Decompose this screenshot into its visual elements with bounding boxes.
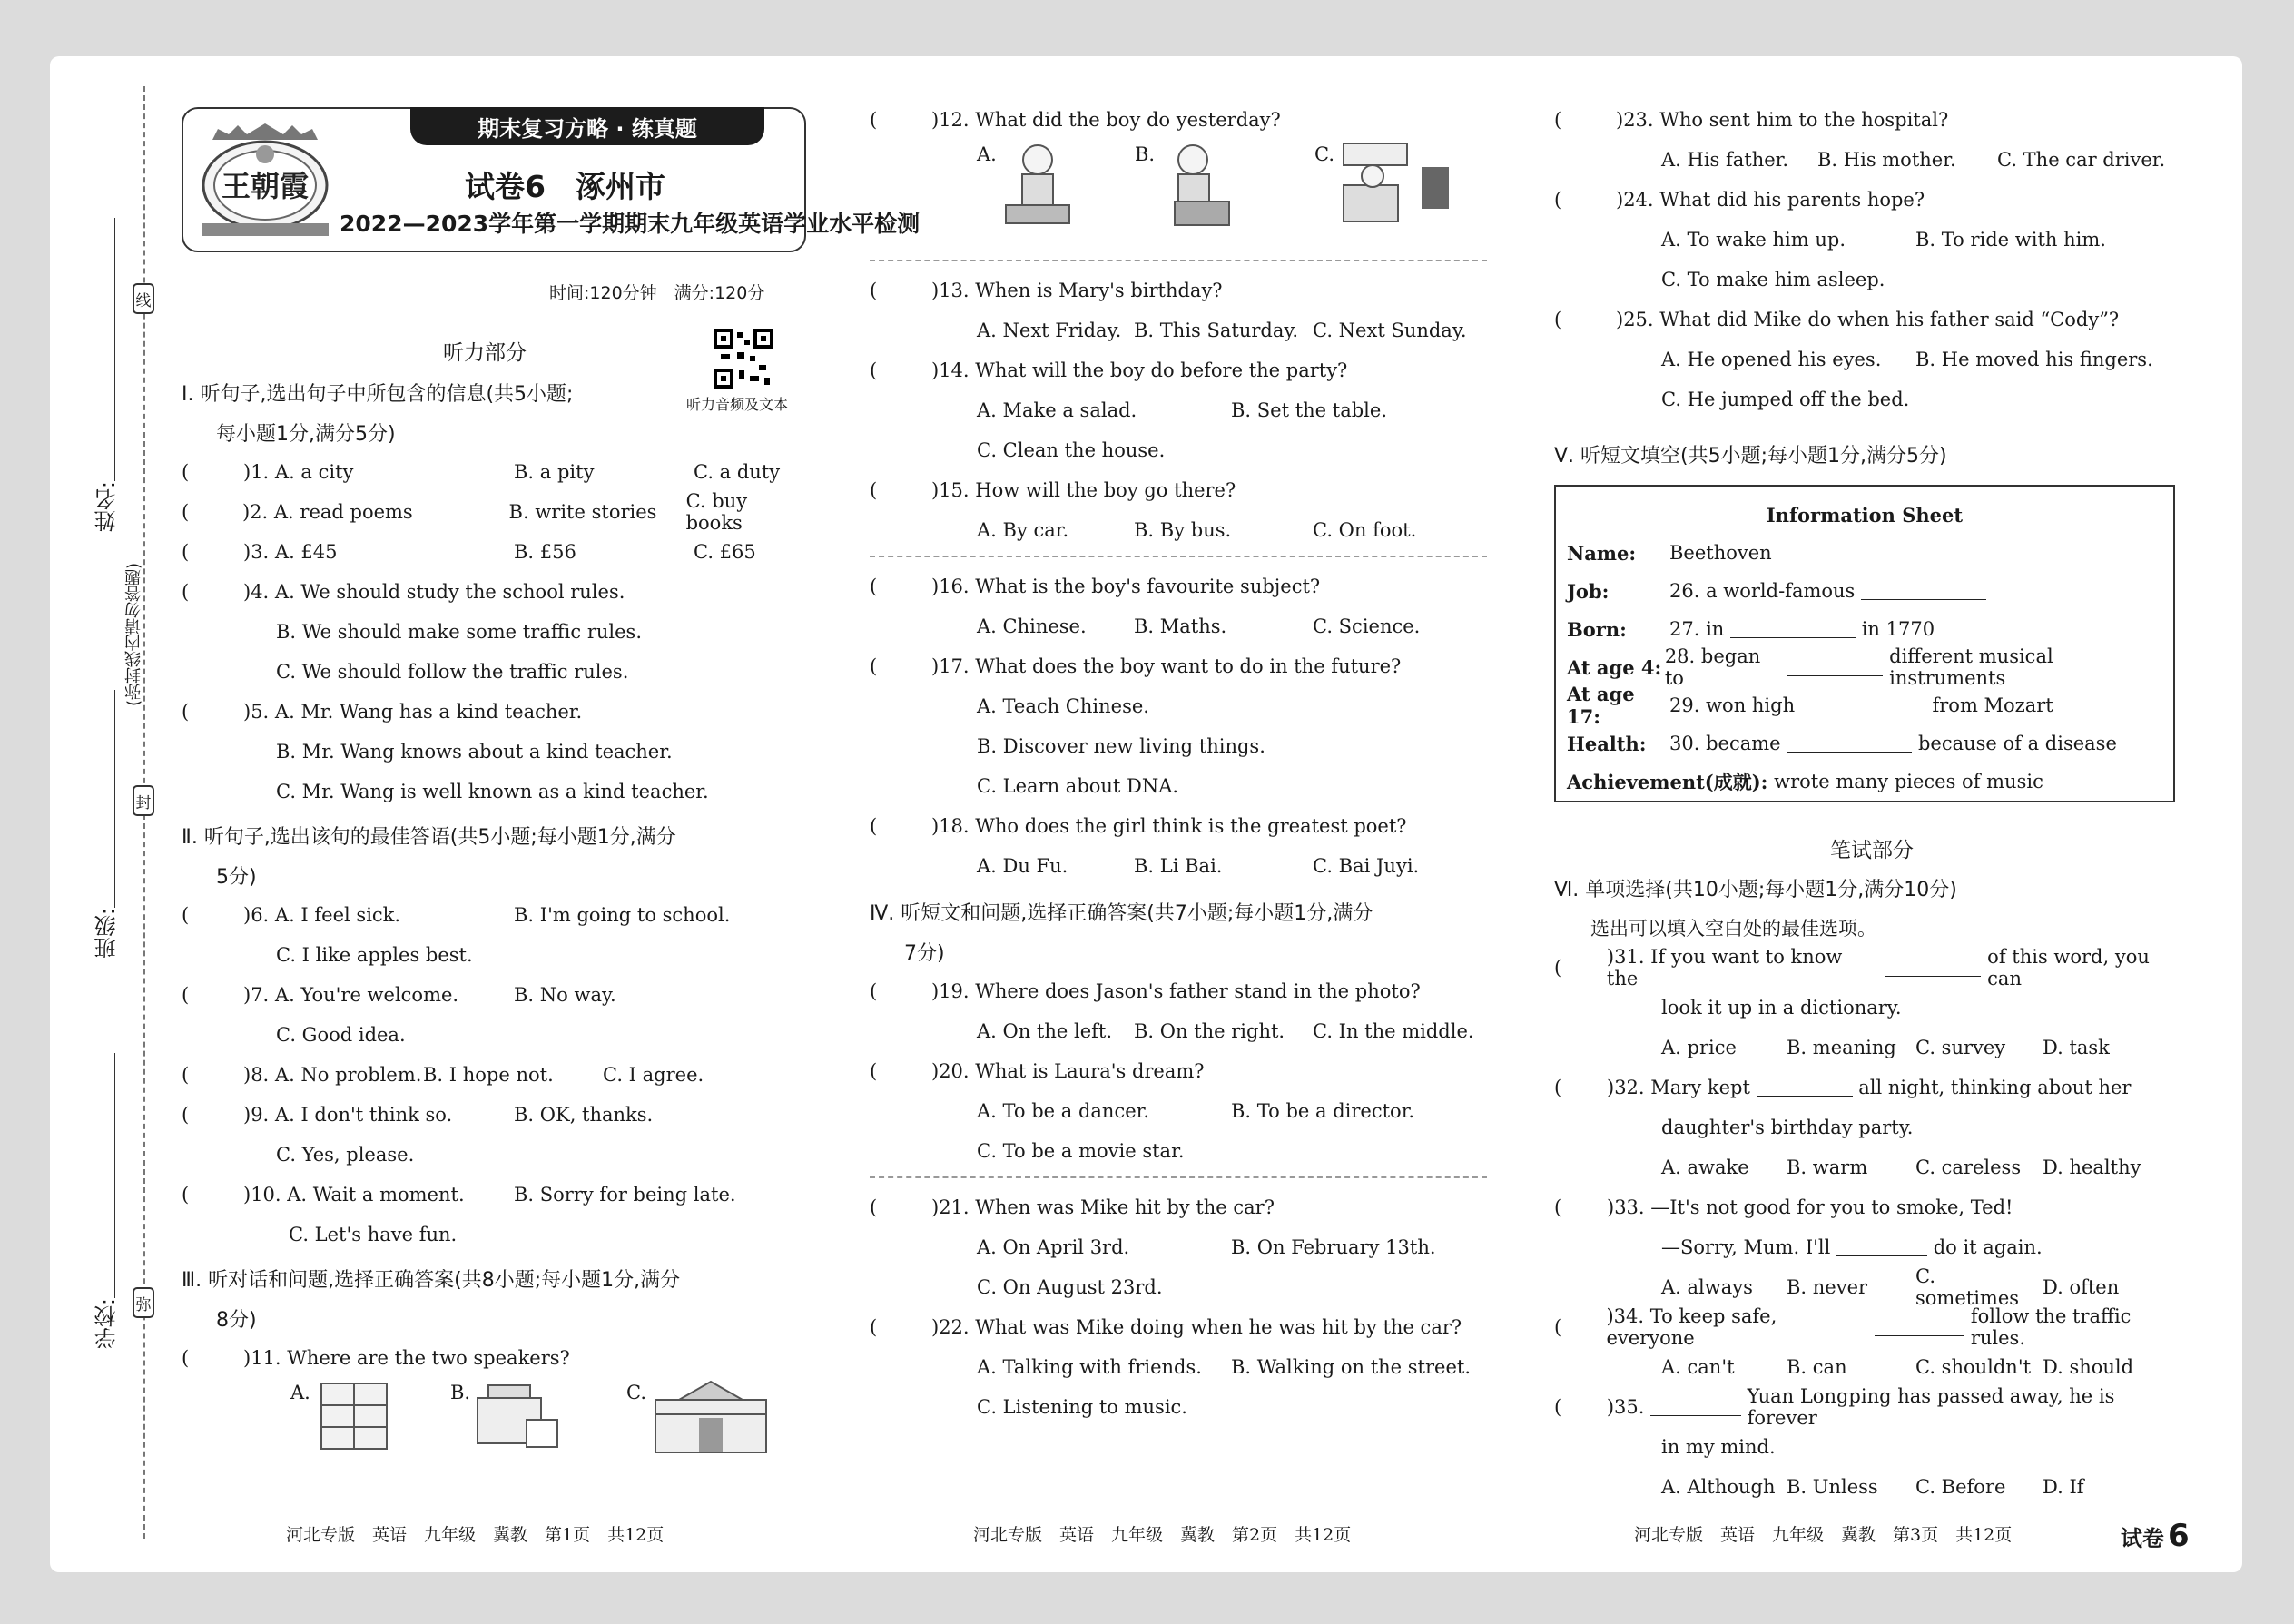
question-4-option-c: C. We should follow the traffic rules. [276,661,629,683]
question-17-option-c: C. Learn about DNA. [977,775,1179,797]
question-32-cont: daughter's birthday party. [1661,1117,1914,1138]
question-17-option-a: A. Teach Chinese. [977,695,1149,717]
question-21-options: A. On April 3rd. B. On February 13th. [977,1236,1436,1258]
library-shelf-image[interactable] [318,1380,390,1452]
question-17-option-b: B. Discover new living things. [977,735,1265,757]
question-33-options: A. always B. never C. sometimes D. often [1661,1265,2120,1309]
boy-cooking-image[interactable] [997,140,1078,231]
question-4[interactable]: ( )4. A. We should study the school rules. [182,581,625,603]
paper-number: 6 [2168,1518,2190,1554]
question-20-options: A. To be a dancer. B. To be a director. [977,1100,1415,1122]
question-7-option-c: C. Good idea. [276,1024,406,1046]
section-1-title-cont: 每小题1分,满分5分) [216,422,396,446]
blank-26[interactable] [1861,582,1986,600]
info-age17-row[interactable]: At age 17: 29. won high from Mozart [1567,683,2053,728]
shop-counter-image[interactable] [472,1380,563,1452]
question-16-options: A. Chinese. B. Maths. C. Science. [977,615,1421,637]
divider [870,260,1487,261]
question-6[interactable]: ( )6. A. I feel sick. B. I'm going to school. [182,904,731,926]
question-5[interactable]: ( )5. A. Mr. Wang has a kind teacher. [182,701,583,723]
section-2-title: Ⅱ. 听句子,选出该句的最佳答语(共5小题;每小题1分,满分 [182,825,676,849]
boy-watching-tv-image[interactable] [1334,140,1452,231]
section-2-title-cont: 5分) [216,865,257,889]
listening-title: 听力部分 [443,341,527,365]
question-31[interactable]: ( )31. If you want to know the of this word, you can [1554,946,2150,989]
question-19[interactable]: ( )19. Where does Jason's father stand in the photo? [870,980,1421,1002]
name-field[interactable] [114,218,115,481]
question-14[interactable]: ( )14. What will the boy do before the party? [870,359,1348,381]
info-health-row[interactable]: Health: 30. became because of a disease [1567,732,2117,755]
seal-mark-xian: 线 [133,283,154,314]
divider [870,1176,1487,1178]
q12-option-b-label: B. [1135,143,1156,165]
seal-mark-mi: 弥 [133,1287,154,1318]
blank-34[interactable] [1875,1318,1964,1336]
question-35-cont: in my mind. [1661,1436,1776,1458]
information-sheet [1554,485,2175,802]
section-4-title: Ⅳ. 听短文和问题,选择正确答案(共7小题;每小题1分,满分 [870,901,1373,925]
question-21[interactable]: ( )21. When was Mike hit by the car? [870,1196,1275,1218]
question-19-options: A. On the left. B. On the right. C. In the middle. [977,1020,1474,1042]
question-22-option-c: C. Listening to music. [977,1396,1187,1418]
question-16[interactable]: ( )16. What is the boy's favourite subject? [870,576,1321,597]
name-label: 姓名: [94,481,120,533]
question-13[interactable]: ( )13. When is Mary's birthday? [870,280,1223,301]
q12-option-a-label: A. [977,143,997,165]
blank-33[interactable] [1836,1238,1927,1256]
question-34-options: A. can't B. can C. shouldn't D. should [1661,1356,2134,1378]
column-3 [1554,100,2190,474]
question-1[interactable]: ( )1. A. a city B. a pity C. a duty [182,461,781,483]
question-5-option-c: C. Mr. Wang is well known as a kind teacher. [276,781,709,802]
paper-title: 试卷6 涿州市 [465,169,665,204]
blank-29[interactable] [1801,696,1926,714]
blank-30[interactable] [1787,734,1912,753]
question-23-options: A. His father. B. His mother. C. The car driver. [1661,149,2166,171]
paper-header [182,107,921,252]
question-13-options: A. Next Friday. B. This Saturday. C. Next Sunday. [977,320,1467,341]
writing-section [1554,828,2190,1507]
question-23[interactable]: ( )23. Who sent him to the hospital? [1554,109,1949,131]
seal-notice: (弥封线内请勿答题) [124,563,143,707]
question-34[interactable]: ( )34. To keep safe, everyone follow the traffic rules. [1554,1305,2132,1349]
question-22-options: A. Talking with friends. B. Walking on the street. [977,1356,1471,1378]
paper-number-label: 试卷 6 [2121,1518,2190,1554]
question-9-option-c: C. Yes, please. [276,1144,415,1166]
section-1-title: Ⅰ. 听句子,选出句子中所包含的信息(共5小题; [182,382,574,406]
footer-page-2: 河北专版 英语 九年级 冀教 第2页 共12页 [973,1525,1352,1545]
divider [870,556,1487,557]
section-5-title: Ⅴ. 听短文填空(共5小题;每小题1分,满分5分) [1554,444,1947,468]
class-label: 班级: [94,908,120,960]
question-32[interactable]: ( )32. Mary kept all night, thinking about her [1554,1077,2132,1098]
boy-cleaning-image[interactable] [1157,140,1238,231]
question-12-pictures [870,140,1496,254]
time-info: 时间:120分钟 满分:120分 [549,283,765,303]
footer-page-3: 河北专版 英语 九年级 冀教 第3页 共12页 [1634,1525,2013,1545]
question-18-options: A. Du Fu. B. Li Bai. C. Bai Juyi. [977,855,1420,877]
question-33[interactable]: ( )33. —It's not good for you to smoke, Ted! [1554,1196,2013,1218]
section-6-title: Ⅵ. 单项选择(共10小题;每小题1分,满分10分) [1554,878,1957,901]
paper-subtitle: 2022—2023学年第一学期期末九年级英语学业水平检测 [340,211,921,237]
station-building-image[interactable] [652,1378,770,1454]
question-3[interactable]: ( )3. A. £45 B. £56 C. £65 [182,541,756,563]
question-20[interactable]: ( )20. What is Laura's dream? [870,1060,1205,1082]
info-job-row[interactable]: Job: 26. a world-famous [1567,572,2162,610]
blank-32[interactable] [1757,1078,1853,1097]
blank-27[interactable] [1730,620,1856,638]
section-6-instruction: 选出可以填入空白处的最佳选项。 [1590,918,1876,940]
section-3-title: Ⅲ. 听对话和问题,选择正确答案(共8小题;每小题1分,满分 [182,1268,681,1292]
question-15-options: A. By car. B. By bus. C. On foot. [977,519,1417,541]
question-15[interactable]: ( )15. How will the boy go there? [870,479,1236,501]
class-field[interactable] [114,690,115,908]
question-21-option-c: C. On August 23rd. [977,1276,1163,1298]
q12-option-c-label: C. [1314,143,1334,165]
question-11[interactable]: ( )11. Where are the two speakers? [182,1347,570,1369]
q11-option-a-label: A. [290,1382,310,1403]
question-10[interactable]: ( )10. A. Wait a moment. B. Sorry for being late. [182,1184,736,1206]
question-11-pictures [182,1378,808,1456]
question-22[interactable]: ( )22. What was Mike doing when he was hit by the car? [870,1316,1462,1338]
question-35[interactable]: ( )35. Yuan Longping has passed away, he is forever [1554,1385,2115,1429]
question-24-options: A. To wake him up. B. To ride with him. [1661,229,2106,251]
question-17[interactable]: ( )17. What does the boy want to do in the future? [870,655,1402,677]
question-5-option-b: B. Mr. Wang knows about a kind teacher. [276,741,673,763]
seal-mark-feng: 封 [133,785,154,816]
blank-31[interactable] [1885,959,1982,977]
question-4-option-b: B. We should make some traffic rules. [276,621,642,643]
q11-option-b-label: B. [450,1382,471,1403]
question-25-options: A. He opened his eyes. B. He moved his fingers. [1661,349,2153,370]
q11-option-c-label: C. [626,1382,646,1403]
question-18[interactable]: ( )18. Who does the girl think is the greatest poet? [870,815,1407,837]
question-25[interactable]: ( )25. What did Mike do when his father said “Cody”? [1554,309,2120,330]
question-7[interactable]: ( )7. A. You're welcome. B. No way. [182,984,616,1006]
svg-text:王朝霞: 王朝霞 [221,169,310,203]
column-1 [182,372,808,1456]
question-35-options: A. Although B. Unless C. Before D. If [1661,1476,2084,1498]
question-20-option-c: C. To be a movie star. [977,1140,1185,1162]
question-10-option-c: C. Let's have fun. [289,1224,458,1245]
question-12[interactable]: ( )12. What did the boy do yesterday? [870,109,1281,131]
info-sheet-title: Information Sheet [1766,503,1964,527]
header-tab: 期末复习方略 · 练真题 [410,107,764,145]
blank-35[interactable] [1650,1398,1741,1416]
info-born-row[interactable]: Born: 27. in in 1770 [1567,617,1935,641]
section-4-title-cont: 7分) [904,941,945,965]
question-14-options: A. Make a salad. B. Set the table. [977,399,1387,421]
school-label: 学校: [94,1298,120,1350]
brand-logo [202,122,329,240]
blank-28[interactable] [1787,658,1884,676]
question-25-option-c: C. He jumped off the bed. [1661,389,1910,410]
question-9[interactable]: ( )9. A. I don't think so. B. OK, thanks. [182,1104,654,1126]
question-24[interactable]: ( )24. What did his parents hope? [1554,189,1925,211]
school-field[interactable] [114,1053,115,1298]
footer-page-1: 河北专版 英语 九年级 冀教 第1页 共12页 [286,1525,665,1545]
info-name-row: Name: Beethoven [1567,541,1772,565]
info-achievement-row: Achievement(成就): wrote many pieces of music [1567,771,2043,793]
question-6-option-c: C. I like apples best. [276,944,473,966]
info-age4-row[interactable]: At age 4: 28. began to different musical instruments [1567,645,2053,689]
question-24-option-c: C. To make him asleep. [1661,269,1885,290]
question-33-reply[interactable]: —Sorry, Mum. I'll do it again. [1661,1236,2043,1258]
section-3-title-cont: 8分) [216,1308,257,1332]
question-32-options: A. awake B. warm C. careless D. healthy [1661,1156,2141,1178]
question-2[interactable]: ( )2. A. read poems B. write stories C. buy books [182,490,748,534]
question-31-options: A. price B. meaning C. survey D. task [1661,1037,2110,1058]
question-8[interactable]: ( )8. A. No problem. B. I hope not. C. I agree. [182,1064,704,1086]
question-14-option-c: C. Clean the house. [977,439,1166,461]
question-31-cont: look it up in a dictionary. [1661,997,1902,1019]
column-2 [870,100,1496,1427]
writing-title: 笔试部分 [1830,838,1914,862]
qr-label: 听力音频及文本 [686,396,789,413]
